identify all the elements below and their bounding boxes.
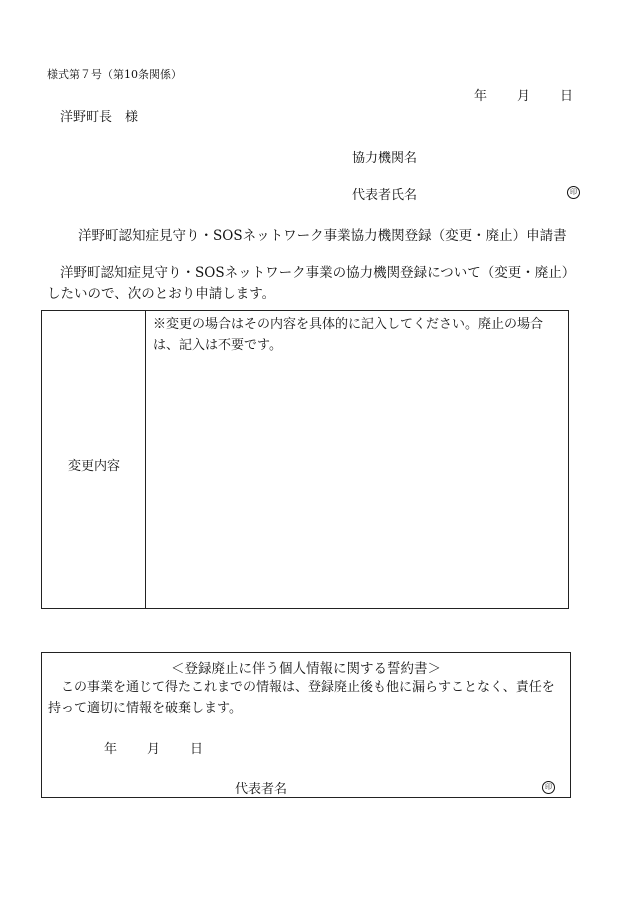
date-day: 日 [560, 89, 574, 104]
date-line [474, 85, 573, 104]
form-number: 様式第７号（第10条関係） [47, 68, 182, 81]
pledge-seal-icon: 印 [542, 781, 555, 794]
date-month: 月 [517, 89, 531, 104]
seal-icon: 印 [567, 186, 580, 199]
pledge-body: この事業を通じて得たこれまでの情報は、登録廃止後も他に漏らすことなく、責任を持って適切に情報を破棄します。 [48, 680, 555, 716]
change-content-field[interactable]: ※変更の場合はその内容を具体的に記入してください。廃止の場合は、記入は不要です。 [153, 317, 544, 353]
pledge-date-month: 月 [147, 742, 161, 757]
pledge-title: ＜登録廃止に伴う個人情報に関する誓約書＞ [171, 661, 441, 677]
pledge-date-day: 日 [190, 742, 204, 757]
addressee: 洋野町長 様 [60, 110, 139, 125]
change-label-cell [42, 311, 146, 608]
date-year: 年 [474, 89, 488, 104]
intro-paragraph: 洋野町認知症見守り・SOSネットワーク事業の協力機関登録について（変更・廃止）したいので、次のとおり申請します。 [47, 265, 576, 302]
representative-name-label: 代表者氏名 [352, 188, 418, 203]
document-title: 洋野町認知症見守り・SOSネットワーク事業協力機関登録（変更・廃止）申請書 [78, 228, 567, 244]
pledge-box [41, 652, 571, 798]
pledge-date-line [104, 738, 203, 757]
agency-name-label: 協力機関名 [352, 151, 418, 166]
pledge-representative-label: 代表者名 [235, 782, 288, 797]
change-content-label: 変更内容 [68, 459, 121, 474]
pledge-date-year: 年 [104, 742, 118, 757]
change-content-table [41, 310, 569, 609]
